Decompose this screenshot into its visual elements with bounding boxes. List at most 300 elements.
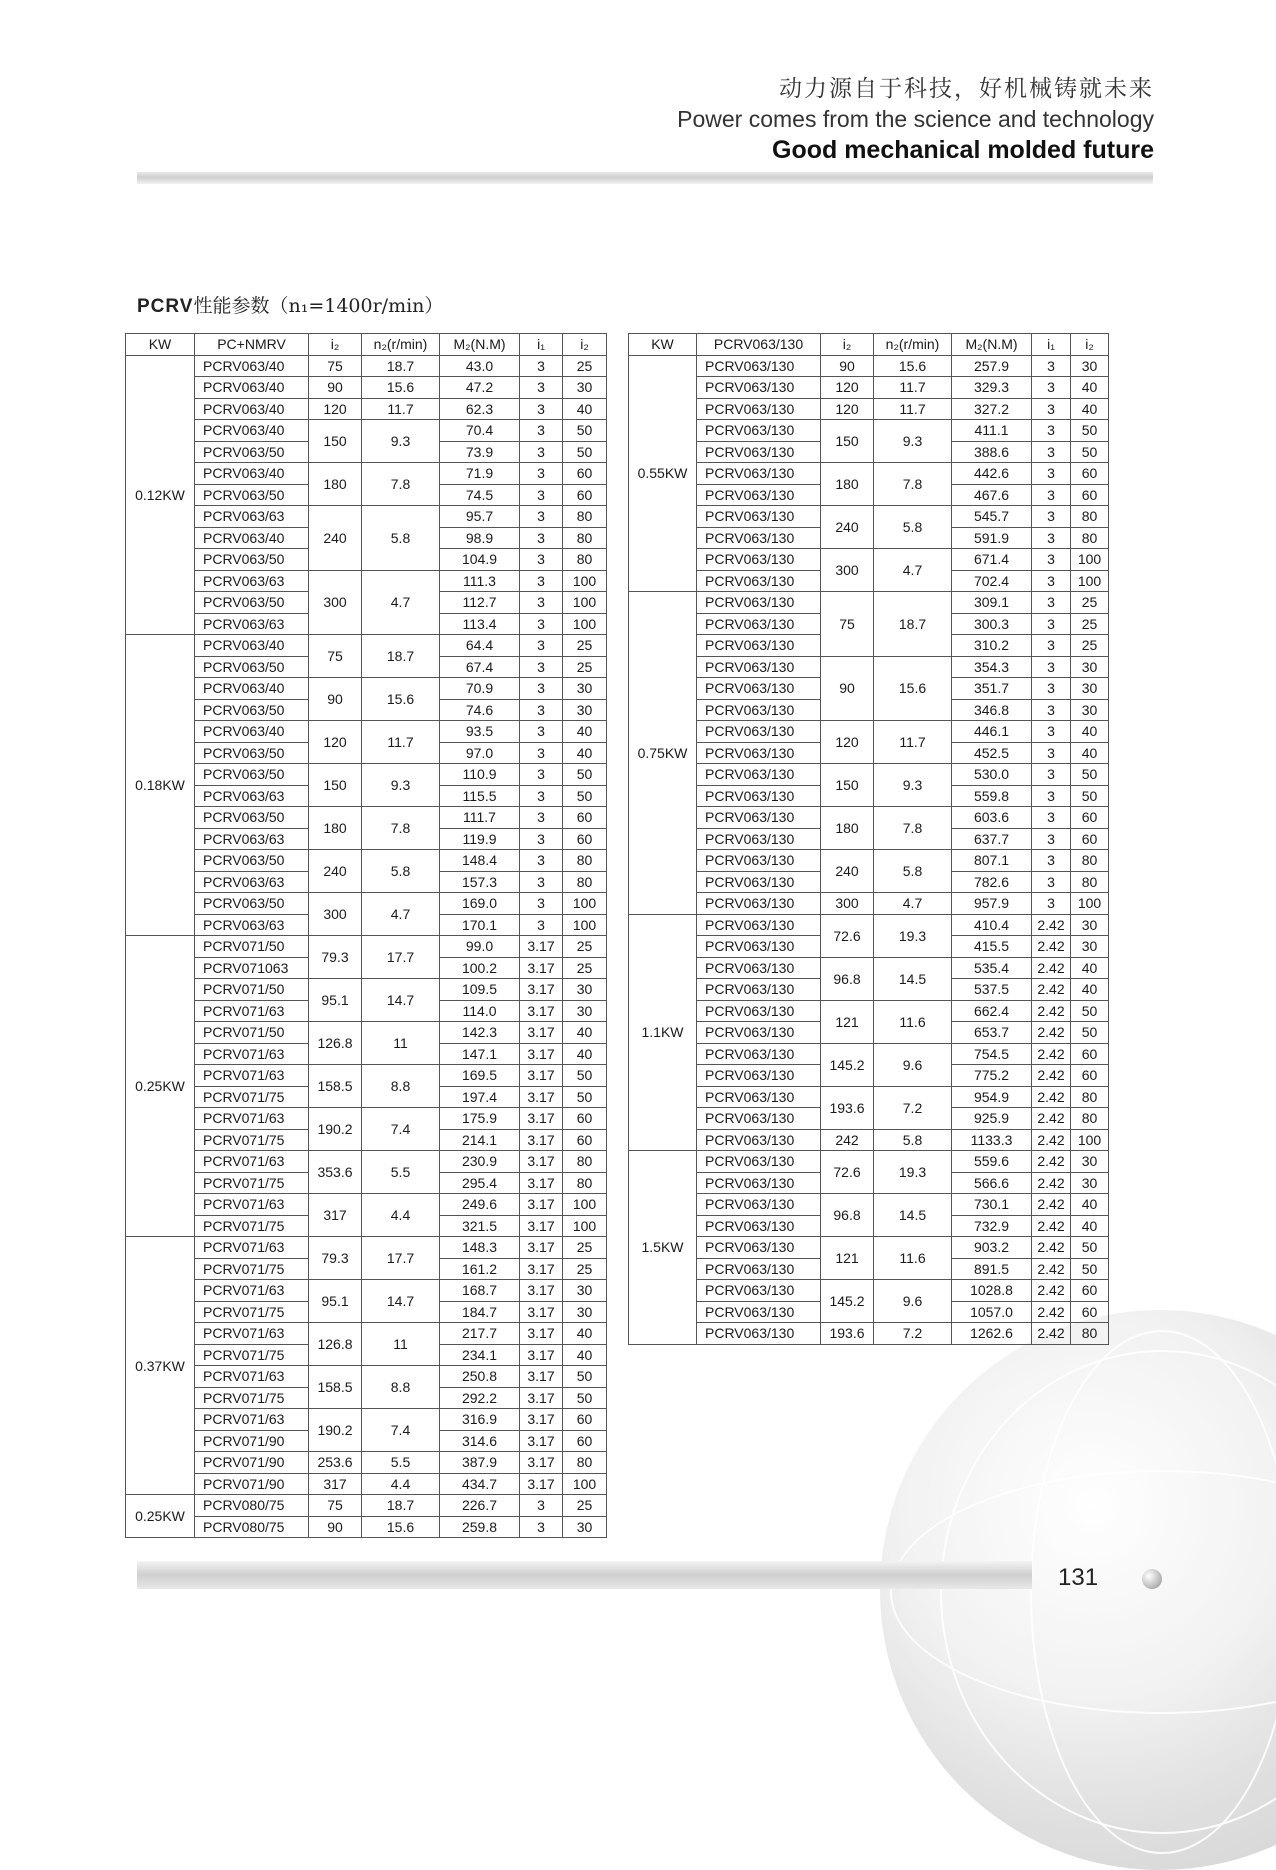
cell-model: PCRV071/75 xyxy=(195,1344,309,1366)
table-row xyxy=(629,398,1109,420)
cell-torque: 104.9 xyxy=(440,549,520,571)
table-row xyxy=(629,850,1109,872)
cell-i1: 3 xyxy=(520,1495,563,1517)
cell-model: PCRV063/130 xyxy=(697,764,821,786)
cell-i1: 3 xyxy=(1032,355,1071,377)
cell-torque: 754.5 xyxy=(952,1043,1032,1065)
cell-torque: 537.5 xyxy=(952,979,1032,1001)
cell-model: PCRV063/40 xyxy=(195,398,309,420)
cell-speed: 5.8 xyxy=(874,506,952,549)
cell-torque: 807.1 xyxy=(952,850,1032,872)
cell-kw: 1.1KW xyxy=(629,914,697,1151)
cell-i2: 60 xyxy=(563,1108,607,1130)
cell-torque: 259.8 xyxy=(440,1516,520,1538)
cell-i1: 3 xyxy=(1032,441,1071,463)
cell-ratio: 121 xyxy=(821,1237,874,1280)
cell-ratio: 126.8 xyxy=(309,1022,362,1065)
table-row xyxy=(126,398,607,420)
cell-speed: 4.4 xyxy=(362,1473,440,1495)
cell-model: PCRV063/50 xyxy=(195,656,309,678)
cell-model: PCRV063/50 xyxy=(195,592,309,614)
cell-i1: 3.17 xyxy=(520,1129,563,1151)
cell-i2: 60 xyxy=(1071,807,1109,829)
table-row xyxy=(629,807,1109,829)
cell-torque: 295.4 xyxy=(440,1172,520,1194)
cell-model: PCRV071/63 xyxy=(195,1043,309,1065)
cell-i2: 60 xyxy=(1071,463,1109,485)
cell-i2: 25 xyxy=(563,1258,607,1280)
cell-kw: 0.37KW xyxy=(126,1237,195,1495)
header-ratio: i₂ xyxy=(821,334,874,356)
cell-i2: 30 xyxy=(563,1301,607,1323)
cell-i2: 100 xyxy=(1071,549,1109,571)
cell-speed: 15.6 xyxy=(874,355,952,377)
cell-torque: 110.9 xyxy=(440,764,520,786)
cell-torque: 99.0 xyxy=(440,936,520,958)
cell-i2: 60 xyxy=(1071,1065,1109,1087)
cell-i2: 40 xyxy=(563,1344,607,1366)
cell-i1: 2.42 xyxy=(1032,1258,1071,1280)
header-i1: i₁ xyxy=(1032,334,1071,356)
cell-model: PCRV063/130 xyxy=(697,420,821,442)
cell-speed: 11 xyxy=(362,1323,440,1366)
cell-i2: 40 xyxy=(1071,1215,1109,1237)
table-row xyxy=(629,1086,1109,1108)
cell-i1: 2.42 xyxy=(1032,1301,1071,1323)
table-row xyxy=(629,764,1109,786)
cell-i1: 3.17 xyxy=(520,1086,563,1108)
cell-i2: 50 xyxy=(563,441,607,463)
cell-i2: 40 xyxy=(563,721,607,743)
table-row xyxy=(126,355,607,377)
cell-torque: 95.7 xyxy=(440,506,520,528)
cell-torque: 93.5 xyxy=(440,721,520,743)
cell-torque: 112.7 xyxy=(440,592,520,614)
cell-ratio: 190.2 xyxy=(309,1409,362,1452)
cell-model: PCRV063/130 xyxy=(697,355,821,377)
cell-torque: 535.4 xyxy=(952,957,1032,979)
cell-i2: 40 xyxy=(1071,1194,1109,1216)
cell-model: PCRV063/130 xyxy=(697,699,821,721)
cell-torque: 111.3 xyxy=(440,570,520,592)
cell-ratio: 317 xyxy=(309,1473,362,1495)
cell-torque: 327.2 xyxy=(952,398,1032,420)
cell-ratio: 180 xyxy=(821,807,874,850)
cell-i1: 3.17 xyxy=(520,1043,563,1065)
cell-i1: 3 xyxy=(1032,828,1071,850)
cell-torque: 74.5 xyxy=(440,484,520,506)
cell-i1: 3 xyxy=(1032,678,1071,700)
cell-ratio: 75 xyxy=(821,592,874,657)
table-row xyxy=(126,721,607,743)
cell-torque: 1057.0 xyxy=(952,1301,1032,1323)
cell-i2: 40 xyxy=(563,1323,607,1345)
cell-i1: 3 xyxy=(1032,742,1071,764)
cell-torque: 310.2 xyxy=(952,635,1032,657)
cell-i1: 3.17 xyxy=(520,1452,563,1474)
header-torque: M₂(N.M) xyxy=(952,334,1032,356)
page-number: 131 xyxy=(1058,1564,1099,1591)
section-title xyxy=(137,291,443,318)
table-row xyxy=(126,1452,607,1474)
cell-model: PCRV063/130 xyxy=(697,914,821,936)
cell-speed: 5.8 xyxy=(362,850,440,893)
cell-ratio: 79.3 xyxy=(309,936,362,979)
cell-model: PCRV063/50 xyxy=(195,742,309,764)
cell-i1: 2.42 xyxy=(1032,1043,1071,1065)
cell-torque: 446.1 xyxy=(952,721,1032,743)
cell-i1: 2.42 xyxy=(1032,1237,1071,1259)
cell-speed: 11.6 xyxy=(874,1237,952,1280)
table-row xyxy=(629,1000,1109,1022)
cell-i2: 80 xyxy=(1071,527,1109,549)
cell-i2: 40 xyxy=(1071,742,1109,764)
cell-speed: 9.3 xyxy=(362,764,440,807)
cell-i2: 100 xyxy=(563,893,607,915)
cell-model: PCRV063/50 xyxy=(195,441,309,463)
table-row xyxy=(126,635,607,657)
header-kw: KW xyxy=(629,334,697,356)
cell-i2: 80 xyxy=(1071,506,1109,528)
cell-ratio: 180 xyxy=(309,463,362,506)
cell-ratio: 72.6 xyxy=(821,1151,874,1194)
cell-i2: 80 xyxy=(563,1452,607,1474)
cell-ratio: 72.6 xyxy=(821,914,874,957)
cell-model: PCRV063/130 xyxy=(697,635,821,657)
cell-i2: 40 xyxy=(1071,957,1109,979)
page-header xyxy=(677,74,1154,166)
cell-i2: 40 xyxy=(1071,721,1109,743)
cell-speed: 15.6 xyxy=(874,656,952,721)
cell-speed: 8.8 xyxy=(362,1065,440,1108)
cell-ratio: 96.8 xyxy=(821,1194,874,1237)
cell-torque: 100.2 xyxy=(440,957,520,979)
cell-torque: 114.0 xyxy=(440,1000,520,1022)
cell-torque: 671.4 xyxy=(952,549,1032,571)
cell-i1: 3.17 xyxy=(520,1409,563,1431)
cell-ratio: 96.8 xyxy=(821,957,874,1000)
cell-model: PCRV063/130 xyxy=(697,957,821,979)
section-title-text: 性能参数 xyxy=(193,296,270,317)
cell-i2: 80 xyxy=(1071,1086,1109,1108)
cell-torque: 230.9 xyxy=(440,1151,520,1173)
cell-model: PCRV063/50 xyxy=(195,549,309,571)
cell-i2: 25 xyxy=(563,635,607,657)
header-i1: i₁ xyxy=(520,334,563,356)
cell-model: PCRV071/63 xyxy=(195,1108,309,1130)
cell-model: PCRV063/130 xyxy=(697,549,821,571)
cell-torque: 415.5 xyxy=(952,936,1032,958)
cell-speed: 7.8 xyxy=(362,463,440,506)
cell-model: PCRV063/40 xyxy=(195,721,309,743)
table-row xyxy=(126,979,607,1001)
header-kw: KW xyxy=(126,334,195,356)
cell-i1: 3 xyxy=(1032,398,1071,420)
cell-i2: 60 xyxy=(1071,1043,1109,1065)
cell-torque: 73.9 xyxy=(440,441,520,463)
cell-i2: 50 xyxy=(1071,1022,1109,1044)
cell-torque: 316.9 xyxy=(440,1409,520,1431)
cell-ratio: 180 xyxy=(821,463,874,506)
cell-model: PCRV063/130 xyxy=(697,441,821,463)
table-row xyxy=(629,1194,1109,1216)
cell-torque: 354.3 xyxy=(952,656,1032,678)
cell-model: PCRV063/50 xyxy=(195,807,309,829)
header-speed: n₂(r/min) xyxy=(874,334,952,356)
header-model: PCRV063/130 xyxy=(697,334,821,356)
cell-i2: 100 xyxy=(563,1473,607,1495)
table-header-row xyxy=(629,334,1109,356)
cell-model: PCRV071/63 xyxy=(195,1065,309,1087)
cell-torque: 321.5 xyxy=(440,1215,520,1237)
cell-i2: 80 xyxy=(563,527,607,549)
cell-torque: 411.1 xyxy=(952,420,1032,442)
cell-speed: 19.3 xyxy=(874,914,952,957)
cell-speed: 4.7 xyxy=(362,893,440,936)
cell-ratio: 253.6 xyxy=(309,1452,362,1474)
cell-model: PCRV063/130 xyxy=(697,850,821,872)
cell-torque: 467.6 xyxy=(952,484,1032,506)
cell-i2: 30 xyxy=(563,1280,607,1302)
cell-torque: 70.4 xyxy=(440,420,520,442)
cell-torque: 637.7 xyxy=(952,828,1032,850)
cell-model: PCRV071/63 xyxy=(195,1280,309,1302)
cell-speed: 11.7 xyxy=(874,398,952,420)
table-row xyxy=(126,570,607,592)
cell-kw: 1.5KW xyxy=(629,1151,697,1345)
cell-i1: 3.17 xyxy=(520,979,563,1001)
cell-i2: 25 xyxy=(563,957,607,979)
cell-torque: 184.7 xyxy=(440,1301,520,1323)
table-row xyxy=(629,506,1109,528)
cell-ratio: 240 xyxy=(821,506,874,549)
cell-i1: 2.42 xyxy=(1032,1194,1071,1216)
header-i2: i₂ xyxy=(1071,334,1109,356)
cell-i2: 60 xyxy=(563,807,607,829)
cell-i1: 2.42 xyxy=(1032,1108,1071,1130)
cell-model: PCRV063/130 xyxy=(697,785,821,807)
cell-ratio: 90 xyxy=(309,678,362,721)
cell-i2: 40 xyxy=(1071,377,1109,399)
cell-speed: 9.6 xyxy=(874,1280,952,1323)
cell-ratio: 240 xyxy=(309,506,362,571)
cell-ratio: 240 xyxy=(821,850,874,893)
cell-i1: 3.17 xyxy=(520,1344,563,1366)
cell-ratio: 180 xyxy=(309,807,362,850)
cell-i1: 3.17 xyxy=(520,1215,563,1237)
cell-ratio: 300 xyxy=(821,549,874,592)
cell-torque: 1262.6 xyxy=(952,1323,1032,1345)
cell-model: PCRV063/63 xyxy=(195,613,309,635)
cell-model: PCRV071/75 xyxy=(195,1387,309,1409)
cell-torque: 653.7 xyxy=(952,1022,1032,1044)
cell-torque: 782.6 xyxy=(952,871,1032,893)
cell-i1: 3 xyxy=(520,807,563,829)
cell-model: PCRV063/63 xyxy=(195,871,309,893)
cell-ratio: 120 xyxy=(821,398,874,420)
cell-i2: 30 xyxy=(563,1516,607,1538)
cell-torque: 169.5 xyxy=(440,1065,520,1087)
cell-ratio: 95.1 xyxy=(309,1280,362,1323)
cell-torque: 530.0 xyxy=(952,764,1032,786)
cell-i1: 3 xyxy=(1032,484,1071,506)
cell-ratio: 240 xyxy=(309,850,362,893)
cell-i2: 60 xyxy=(1071,828,1109,850)
cell-torque: 559.6 xyxy=(952,1151,1032,1173)
cell-speed: 4.7 xyxy=(362,570,440,635)
cell-kw: 0.25KW xyxy=(126,1495,195,1538)
table-row xyxy=(126,678,607,700)
cell-i1: 3 xyxy=(520,656,563,678)
cell-model: PCRV063/40 xyxy=(195,527,309,549)
cell-torque: 147.1 xyxy=(440,1043,520,1065)
cell-i2: 50 xyxy=(563,1065,607,1087)
cell-i2: 30 xyxy=(563,979,607,1001)
cell-ratio: 150 xyxy=(821,764,874,807)
cell-model: PCRV063/130 xyxy=(697,1022,821,1044)
cell-model: PCRV063/130 xyxy=(697,463,821,485)
cell-torque: 70.9 xyxy=(440,678,520,700)
cell-speed: 7.8 xyxy=(874,463,952,506)
cell-i1: 3.17 xyxy=(520,1000,563,1022)
cell-i1: 2.42 xyxy=(1032,1000,1071,1022)
cell-i2: 50 xyxy=(563,420,607,442)
cell-i2: 50 xyxy=(563,764,607,786)
cell-i2: 100 xyxy=(1071,1129,1109,1151)
table-row xyxy=(126,850,607,872)
cell-i1: 3 xyxy=(520,850,563,872)
cell-speed: 4.7 xyxy=(874,893,952,915)
cell-i1: 3 xyxy=(1032,893,1071,915)
cell-i2: 50 xyxy=(1071,1000,1109,1022)
cell-i2: 80 xyxy=(563,1172,607,1194)
header-speed: n₂(r/min) xyxy=(362,334,440,356)
table-row xyxy=(629,1323,1109,1345)
cell-torque: 346.8 xyxy=(952,699,1032,721)
cell-i2: 80 xyxy=(1071,1323,1109,1345)
cell-i2: 30 xyxy=(1071,1172,1109,1194)
cell-torque: 954.9 xyxy=(952,1086,1032,1108)
cell-torque: 113.4 xyxy=(440,613,520,635)
cell-model: PCRV063/130 xyxy=(697,1237,821,1259)
cell-torque: 434.7 xyxy=(440,1473,520,1495)
table-row xyxy=(126,1151,607,1173)
table-row xyxy=(126,1409,607,1431)
cell-torque: 442.6 xyxy=(952,463,1032,485)
cell-i1: 3 xyxy=(520,678,563,700)
table-row xyxy=(126,936,607,958)
cell-model: PCRV063/63 xyxy=(195,506,309,528)
cell-torque: 115.5 xyxy=(440,785,520,807)
table-row xyxy=(126,1065,607,1087)
cell-i2: 30 xyxy=(563,678,607,700)
cell-model: PCRV063/63 xyxy=(195,570,309,592)
cell-model: PCRV063/130 xyxy=(697,398,821,420)
cell-model: PCRV063/63 xyxy=(195,828,309,850)
cell-torque: 111.7 xyxy=(440,807,520,829)
cell-i2: 25 xyxy=(1071,613,1109,635)
cell-i1: 3.17 xyxy=(520,1366,563,1388)
cell-i2: 30 xyxy=(563,699,607,721)
cell-model: PCRV071/63 xyxy=(195,1000,309,1022)
cell-torque: 545.7 xyxy=(952,506,1032,528)
cell-i1: 2.42 xyxy=(1032,1151,1071,1173)
cell-torque: 903.2 xyxy=(952,1237,1032,1259)
cell-model: PCRV063/50 xyxy=(195,699,309,721)
cell-i2: 80 xyxy=(563,506,607,528)
cell-speed: 14.7 xyxy=(362,1280,440,1323)
cell-i1: 2.42 xyxy=(1032,1172,1071,1194)
performance-table-right xyxy=(628,333,1109,1345)
cell-torque: 300.3 xyxy=(952,613,1032,635)
cell-i1: 2.42 xyxy=(1032,1086,1071,1108)
cell-i2: 80 xyxy=(1071,1108,1109,1130)
cell-model: PCRV063/40 xyxy=(195,377,309,399)
cell-i1: 3 xyxy=(1032,699,1071,721)
cell-model: PCRV063/130 xyxy=(697,893,821,915)
cell-torque: 98.9 xyxy=(440,527,520,549)
cell-i1: 3 xyxy=(520,355,563,377)
cell-i1: 3.17 xyxy=(520,1022,563,1044)
cell-i1: 3.17 xyxy=(520,957,563,979)
cell-torque: 74.6 xyxy=(440,699,520,721)
cell-speed: 14.7 xyxy=(362,979,440,1022)
cell-kw: 0.12KW xyxy=(126,355,195,635)
cell-i2: 25 xyxy=(1071,592,1109,614)
cell-i2: 30 xyxy=(1071,936,1109,958)
footer-bar xyxy=(137,1561,1032,1589)
cell-speed: 7.8 xyxy=(874,807,952,850)
cell-i2: 50 xyxy=(563,1366,607,1388)
cell-i1: 2.42 xyxy=(1032,1065,1071,1087)
cell-i1: 3 xyxy=(520,527,563,549)
cell-i2: 40 xyxy=(563,398,607,420)
cell-ratio: 90 xyxy=(309,1516,362,1538)
cell-speed: 18.7 xyxy=(874,592,952,657)
cell-i2: 60 xyxy=(1071,484,1109,506)
cell-torque: 387.9 xyxy=(440,1452,520,1474)
cell-torque: 148.3 xyxy=(440,1237,520,1259)
cell-torque: 775.2 xyxy=(952,1065,1032,1087)
cell-model: PCRV071/63 xyxy=(195,1151,309,1173)
cell-torque: 250.8 xyxy=(440,1366,520,1388)
cell-i1: 3 xyxy=(1032,506,1071,528)
cell-torque: 119.9 xyxy=(440,828,520,850)
cell-speed: 15.6 xyxy=(362,678,440,721)
cell-i1: 3 xyxy=(1032,613,1071,635)
cell-i2: 25 xyxy=(1071,635,1109,657)
cell-i1: 3.17 xyxy=(520,1065,563,1087)
cell-ratio: 300 xyxy=(309,570,362,635)
cell-i1: 2.42 xyxy=(1032,1215,1071,1237)
cell-torque: 97.0 xyxy=(440,742,520,764)
cell-i2: 60 xyxy=(563,1409,607,1431)
table-row xyxy=(629,1237,1109,1259)
cell-ratio: 120 xyxy=(821,721,874,764)
cell-i1: 3 xyxy=(1032,549,1071,571)
cell-ratio: 158.5 xyxy=(309,1065,362,1108)
cell-ratio: 95.1 xyxy=(309,979,362,1022)
cell-speed: 9.3 xyxy=(362,420,440,463)
cell-speed: 7.2 xyxy=(874,1086,952,1129)
cell-i2: 60 xyxy=(1071,1301,1109,1323)
table-row xyxy=(126,807,607,829)
cell-ratio: 79.3 xyxy=(309,1237,362,1280)
cell-model: PCRV063/130 xyxy=(697,721,821,743)
cell-torque: 67.4 xyxy=(440,656,520,678)
cell-i1: 3 xyxy=(520,613,563,635)
table-row xyxy=(126,1495,607,1517)
